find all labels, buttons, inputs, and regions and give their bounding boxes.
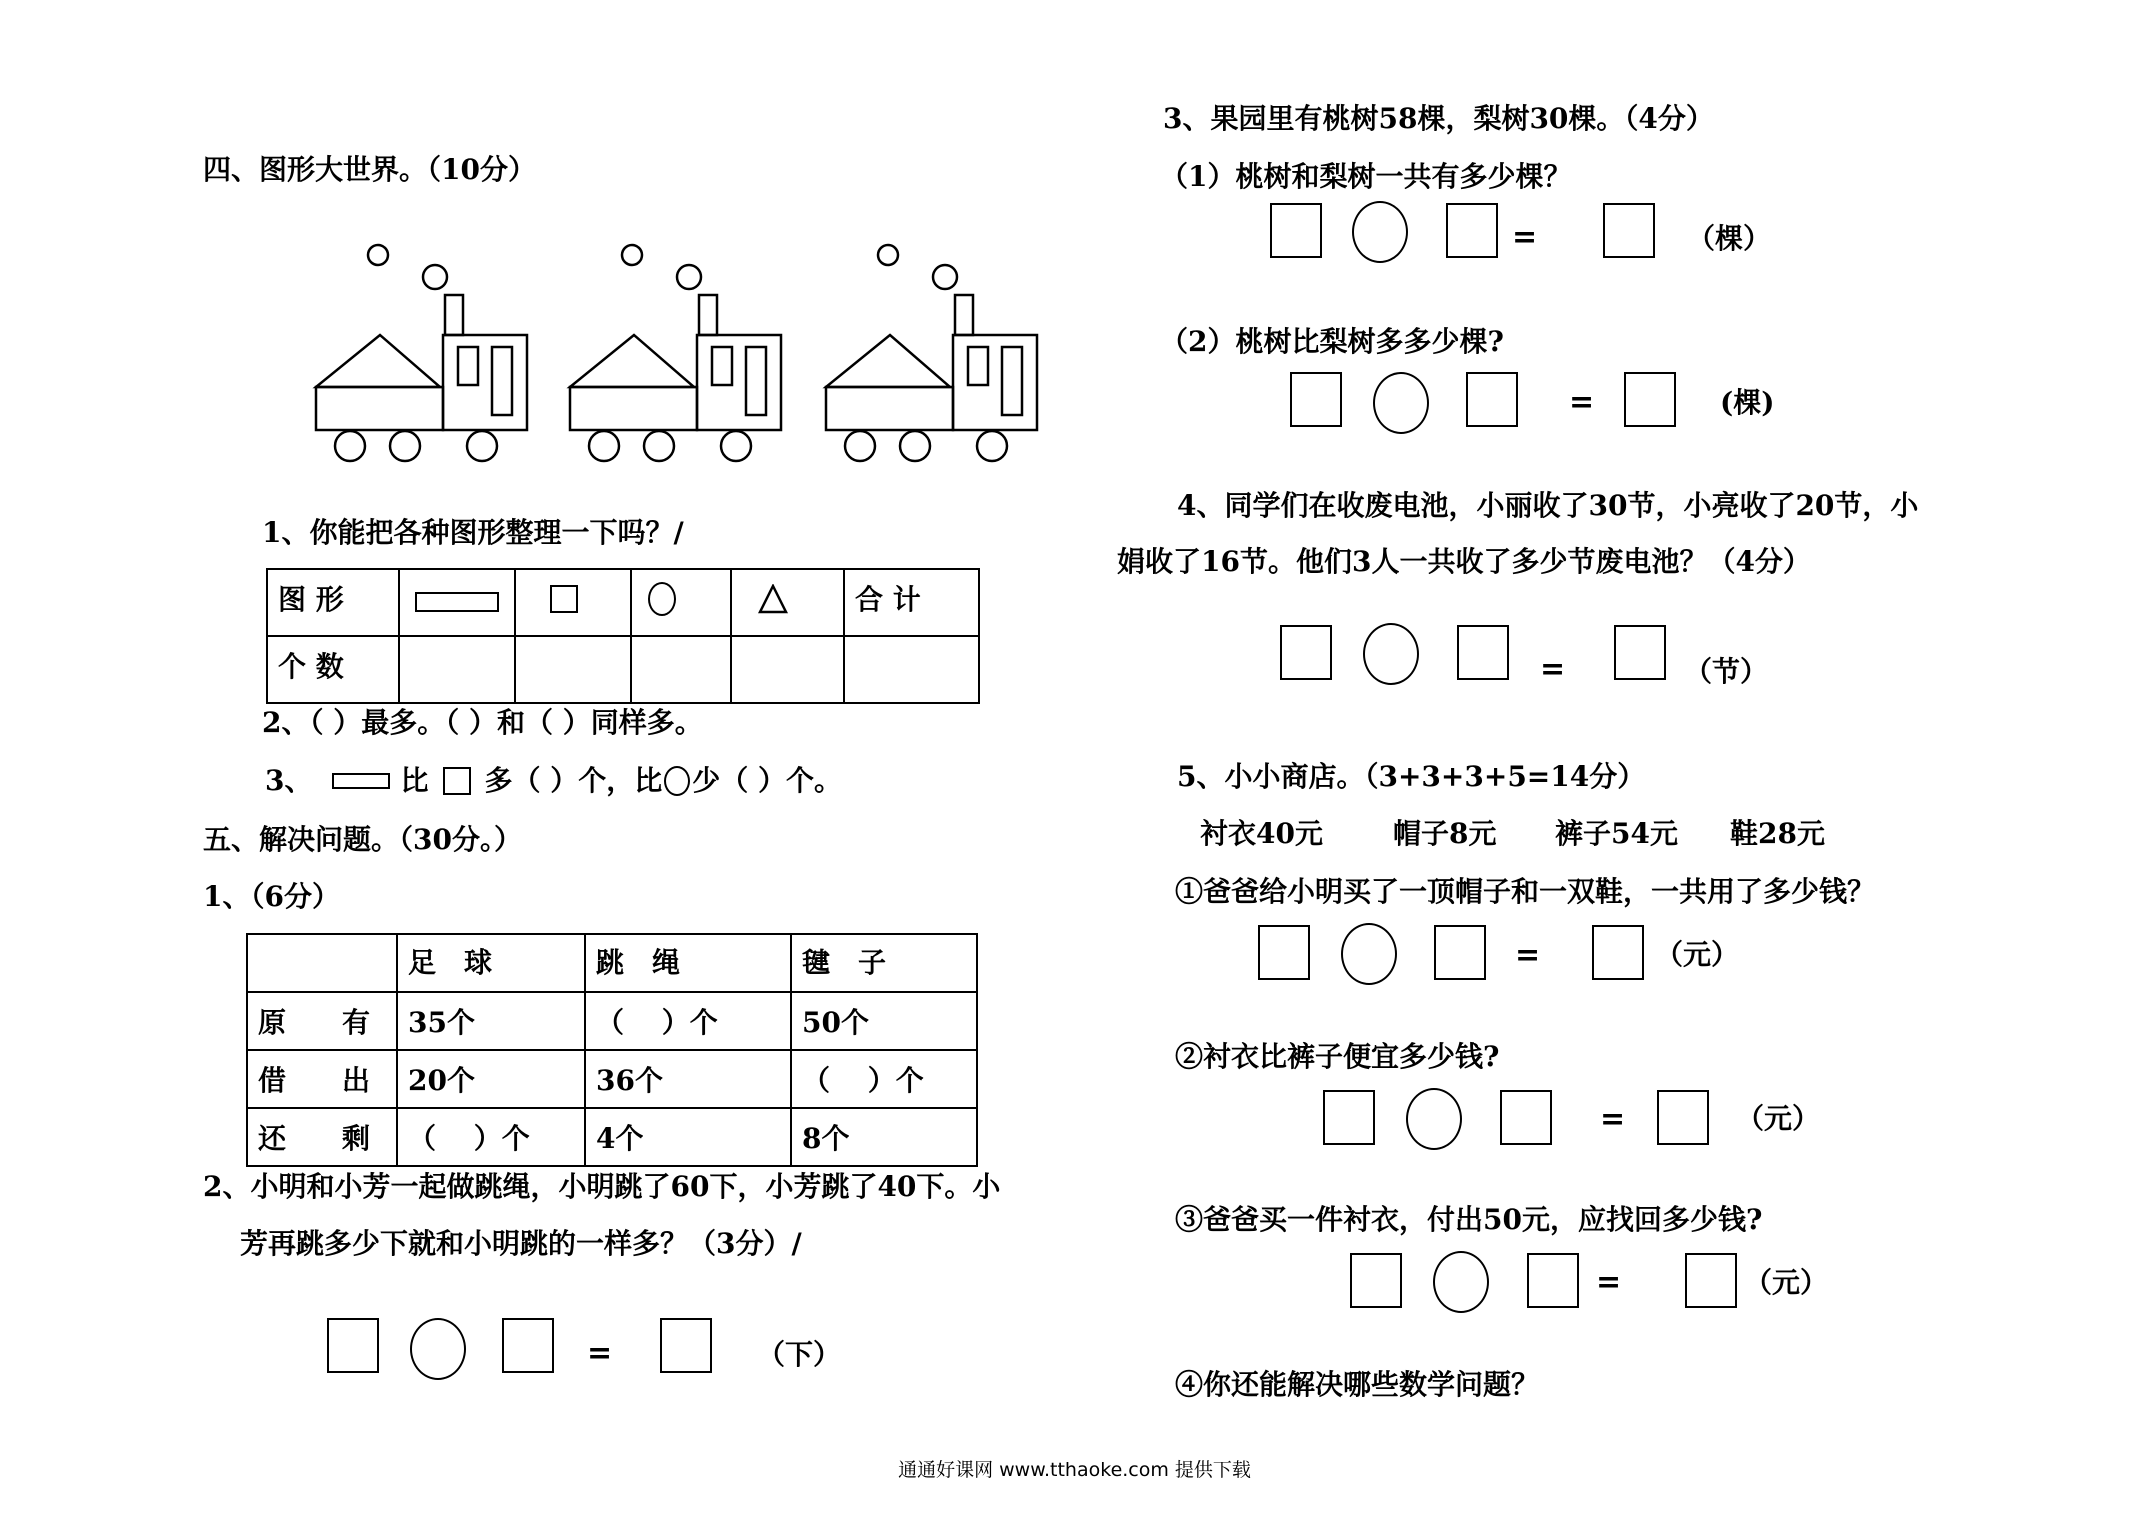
train-1 (316, 245, 527, 461)
price-item: 裤子54元 (1555, 817, 1678, 850)
window-rect (746, 347, 766, 415)
unit-label: （节） (1684, 655, 1769, 688)
wheel-circle (589, 431, 619, 461)
circle-icon (664, 766, 690, 796)
problem-5-q3: ③爸爸买一件衬衣，付出50元，应找回多少钱? (1175, 1203, 1763, 1236)
trains-illustration (300, 235, 1060, 470)
answer-box[interactable] (327, 1318, 379, 1373)
operator-oval[interactable] (1363, 623, 1419, 685)
circle-icon-cell (631, 569, 731, 636)
smoke-circle (423, 265, 447, 289)
answer-box[interactable] (1603, 203, 1655, 258)
answer-box[interactable] (1446, 203, 1498, 258)
question-3 (265, 764, 842, 798)
price-item: 衬衣40元 (1200, 817, 1323, 850)
operator-oval[interactable] (1433, 1251, 1489, 1313)
answer-box[interactable] (1258, 925, 1310, 980)
table-cell: 50个 (791, 992, 977, 1050)
roof-triangle (316, 335, 440, 387)
equals-sign: = (1569, 385, 1595, 420)
operator-oval[interactable] (1341, 923, 1397, 985)
table-cell: 8个 (791, 1108, 977, 1166)
count-cell-square[interactable] (515, 636, 631, 703)
problem-2-line1: 2、小明和小芳一起做跳绳，小明跳了60下，小芳跳了40下。小 (203, 1170, 1001, 1203)
smoke-circle (878, 245, 898, 265)
smoke-circle (622, 245, 642, 265)
problem-1-title: 1、（6分） (203, 880, 340, 913)
answer-box[interactable] (1466, 372, 1518, 427)
unit-label: （元） (1744, 1266, 1829, 1299)
table-cell: （ ）个 (791, 1050, 977, 1108)
problem-5-q1: ①爸爸给小明买了一顶帽子和一双鞋，一共用了多少钱？ (1175, 875, 1876, 908)
cab-rect (443, 335, 527, 430)
wheel-circle (900, 431, 930, 461)
problem-4-line2: 娟收了16节。他们3人一共收了多少节废电池？（4分） (1117, 545, 1811, 578)
total-label: 合 计 (844, 569, 979, 636)
equals-sign: = (1596, 1265, 1622, 1300)
operator-oval[interactable] (1406, 1088, 1462, 1150)
problem-5-q2: ②衬衣比裤子便宜多少钱? (1175, 1040, 1500, 1073)
answer-box[interactable] (1624, 372, 1676, 427)
square-icon (443, 767, 471, 795)
equals-sign: = (1540, 652, 1566, 687)
triangle-icon (758, 584, 788, 614)
answer-box[interactable] (1434, 925, 1486, 980)
q3-bi: 比 (400, 764, 429, 797)
problem-4-line1: 4、同学们在收废电池，小丽收了30节，小亮收了20节，小 (1177, 489, 1919, 522)
question-1: 1、你能把各种图形整理一下吗？/ (262, 516, 684, 549)
problem-3-title: 3、果园里有桃树58棵，梨树30棵。（4分） (1163, 102, 1714, 135)
problem-5-title: 5、小小商店。（3+3+3+5=14分） (1177, 760, 1646, 793)
wheel-circle (721, 431, 751, 461)
equals-sign: = (1515, 938, 1541, 973)
answer-box[interactable] (1290, 372, 1342, 427)
rectangle-icon-cell (399, 569, 515, 636)
count-cell-rectangle[interactable] (399, 636, 515, 703)
chimney-rect (955, 295, 973, 335)
section5-title: 五、解决问题。（30分。） (203, 823, 522, 856)
table-cell: （ ）个 (585, 992, 791, 1050)
answer-box[interactable] (502, 1318, 554, 1373)
section4-title: 四、图形大世界。（10分） (203, 153, 536, 186)
table-cell: 20个 (397, 1050, 585, 1108)
footer-credit: 通通好课网 www.tthaoke.com 提供下载 (898, 1459, 1251, 1481)
answer-box[interactable] (1500, 1090, 1552, 1145)
count-cell-circle[interactable] (631, 636, 731, 703)
table-cell: 4个 (585, 1108, 791, 1166)
equals-sign: = (1600, 1102, 1626, 1137)
answer-box[interactable] (1350, 1253, 1402, 1308)
table-cell: 35个 (397, 992, 585, 1050)
answer-box[interactable] (1323, 1090, 1375, 1145)
answer-box[interactable] (1457, 625, 1509, 680)
unit-label: （下） (757, 1338, 842, 1371)
answer-box[interactable] (1657, 1090, 1709, 1145)
q3-prefix: 3、 (265, 764, 313, 797)
table-cell: 原 有 (247, 992, 397, 1050)
unit-label: (棵) (1720, 386, 1775, 419)
table-cell: （ ）个 (397, 1108, 585, 1166)
unit-label: （棵） (1687, 222, 1772, 255)
chimney-rect (445, 295, 463, 335)
table-cell: 还 剩 (247, 1108, 397, 1166)
equals-sign: = (1512, 220, 1538, 255)
operator-oval[interactable] (410, 1318, 466, 1380)
wagon-rect (316, 387, 443, 430)
q3-suffix: 少（ ）个。 (692, 764, 842, 797)
answer-box[interactable] (1280, 625, 1332, 680)
window-rect (712, 347, 732, 385)
window-rect (1002, 347, 1022, 415)
unit-label: （元） (1736, 1102, 1821, 1135)
equals-sign: = (587, 1336, 613, 1371)
smoke-circle (677, 265, 701, 289)
row-label-count: 个 数 (267, 636, 399, 703)
table-header-cell: 毽 子 (791, 934, 977, 992)
answer-box[interactable] (1685, 1253, 1737, 1308)
cab-rect (697, 335, 781, 430)
train-3 (826, 245, 1037, 461)
window-rect (458, 347, 478, 385)
shape-count-table (266, 568, 980, 704)
problem-3-q1: （1）桃树和梨树一共有多少棵？ (1160, 160, 1572, 193)
wheel-circle (845, 431, 875, 461)
sports-equipment-table (246, 933, 978, 1167)
table-header-cell: 足 球 (397, 934, 585, 992)
square-icon-cell (515, 569, 631, 636)
problem-3-q2: （2）桃树比梨树多多少棵? (1160, 325, 1504, 358)
count-cell-total[interactable] (844, 636, 979, 703)
wheel-circle (335, 431, 365, 461)
triangle-icon-cell (731, 569, 844, 636)
wagon-rect (570, 387, 697, 430)
answer-box[interactable] (1270, 203, 1322, 258)
roof-triangle (570, 335, 694, 387)
roof-triangle (826, 335, 950, 387)
square-icon (550, 585, 578, 613)
answer-box[interactable] (1527, 1253, 1579, 1308)
window-rect (968, 347, 988, 385)
problem-2-line2: 芳再跳多少下就和小明跳的一样多？（3分）/ (240, 1227, 802, 1260)
circle-icon (648, 582, 676, 616)
table-cell: 36个 (585, 1050, 791, 1108)
question-2: 2、（ ）最多。（ ）和（ ）同样多。 (262, 706, 703, 739)
count-cell-triangle[interactable] (731, 636, 844, 703)
price-item: 帽子8元 (1393, 817, 1497, 850)
table-header-cell: 跳 绳 (585, 934, 791, 992)
operator-oval[interactable] (1373, 372, 1429, 434)
unit-label: （元） (1655, 938, 1740, 971)
chimney-rect (699, 295, 717, 335)
rectangle-icon (415, 592, 499, 612)
wheel-circle (977, 431, 1007, 461)
smoke-circle (933, 265, 957, 289)
price-item: 鞋28元 (1730, 817, 1825, 850)
wheel-circle (467, 431, 497, 461)
row-label-shape: 图 形 (267, 569, 399, 636)
q3-middle: 多（ ）个，比 (484, 764, 663, 797)
answer-box[interactable] (1592, 925, 1644, 980)
table-header-cell (247, 934, 397, 992)
cab-rect (953, 335, 1037, 430)
problem-5-q4: ④你还能解决哪些数学问题？ (1175, 1368, 1540, 1401)
table-cell: 借 出 (247, 1050, 397, 1108)
rectangle-icon (332, 773, 390, 789)
train-2 (570, 245, 781, 461)
wheel-circle (644, 431, 674, 461)
wagon-rect (826, 387, 953, 430)
operator-oval[interactable] (1352, 201, 1408, 263)
wheel-circle (390, 431, 420, 461)
answer-box[interactable] (660, 1318, 712, 1373)
answer-box[interactable] (1614, 625, 1666, 680)
smoke-circle (368, 245, 388, 265)
window-rect (492, 347, 512, 415)
